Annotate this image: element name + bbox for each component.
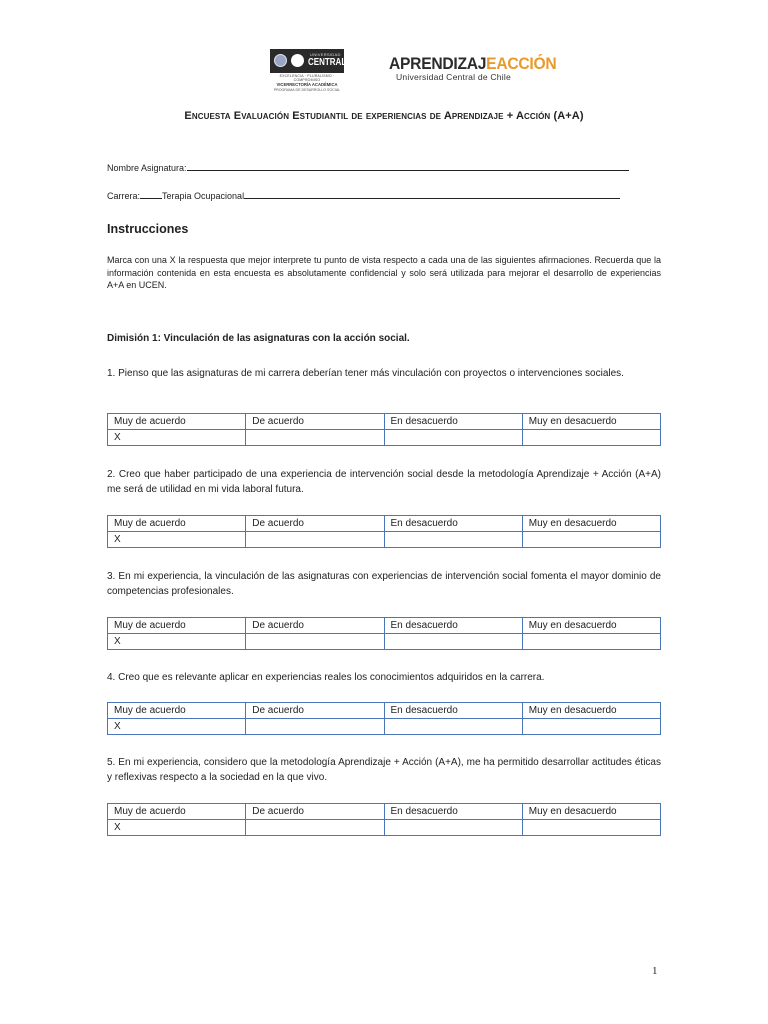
option-de-acuerdo: De acuerdo — [246, 618, 384, 634]
response-table-5 — [107, 803, 661, 836]
document-title-suffix: (A+A) — [550, 110, 584, 122]
option-muy-en-desacuerdo: Muy en desacuerdo — [522, 618, 660, 634]
carrera-field — [107, 190, 620, 201]
question-2: 2. Creo que haber participado de una experiencia de intervención social desde la metodología Aprendizaje + Acción (A+A) me será de utilidad en mi vida laboral futura. — [107, 469, 661, 495]
asignatura-blank[interactable] — [187, 162, 629, 171]
response-answer-row — [108, 430, 661, 446]
answer-cell-en-desacuerdo[interactable] — [384, 634, 522, 650]
page-number: 1 — [652, 965, 658, 977]
answer-cell-muy-en-desacuerdo[interactable] — [522, 532, 660, 548]
option-muy-de-acuerdo: Muy de acuerdo — [108, 703, 246, 719]
option-muy-de-acuerdo: Muy de acuerdo — [108, 516, 246, 532]
option-muy-de-acuerdo: Muy de acuerdo — [108, 804, 246, 820]
option-en-desacuerdo: En desacuerdo — [384, 618, 522, 634]
asignatura-label: Nombre Asignatura: — [107, 163, 187, 173]
answer-cell-de-acuerdo[interactable] — [246, 634, 384, 650]
ucen-seal-icon — [274, 54, 287, 67]
instructions-heading: Instrucciones — [107, 222, 189, 236]
option-muy-de-acuerdo: Muy de acuerdo — [108, 414, 246, 430]
option-muy-de-acuerdo: Muy de acuerdo — [108, 618, 246, 634]
response-answer-row — [108, 634, 661, 650]
response-header-row — [108, 414, 661, 430]
question-1: 1. Pienso que las asignaturas de mi carrera deberían tener más vinculación con proyectos o intervenciones sociales. — [107, 368, 624, 379]
response-header-row — [108, 703, 661, 719]
question-4: 4. Creo que es relevante aplicar en experiencias reales los conocimientos adquiridos en la carrera. — [107, 672, 545, 683]
response-header-row — [108, 516, 661, 532]
ucen-circle-icon — [291, 54, 304, 67]
option-de-acuerdo: De acuerdo — [246, 703, 384, 719]
aa-logo-subtitle: Universidad Central de Chile — [396, 72, 511, 82]
answer-cell-de-acuerdo[interactable] — [246, 820, 384, 836]
response-header-row — [108, 804, 661, 820]
dimension-title: Dimisión 1: Vinculación de las asignaturas con la acción social. — [107, 333, 410, 344]
option-de-acuerdo: De acuerdo — [246, 414, 384, 430]
instructions-text: Marca con una X la respuesta que mejor interprete tu punto de vista respecto a cada una de las siguientes afirmaciones. Recuerda que la información contenida en esta encuesta es absolutamente confidencial y solo será utilizada para mejorar el desarrollo de experiencias A+A en UCEN. — [107, 255, 661, 290]
answer-cell-de-acuerdo[interactable] — [246, 430, 384, 446]
option-muy-en-desacuerdo: Muy en desacuerdo — [522, 414, 660, 430]
answer-cell-muy-de-acuerdo[interactable]: X — [108, 532, 246, 548]
option-en-desacuerdo: En desacuerdo — [384, 414, 522, 430]
answer-cell-muy-de-acuerdo[interactable]: X — [108, 719, 246, 735]
question-5: 5. En mi experiencia, considero que la metodología Aprendizaje + Acción (A+A), me ha permitido desarrollar actitudes éticas y reflexivas respecto a la sociedad en la que vivo. — [107, 757, 661, 783]
response-header-row — [108, 618, 661, 634]
answer-cell-muy-de-acuerdo[interactable]: X — [108, 430, 246, 446]
answer-cell-muy-en-desacuerdo[interactable] — [522, 719, 660, 735]
answer-cell-muy-en-desacuerdo[interactable] — [522, 634, 660, 650]
answer-cell-en-desacuerdo[interactable] — [384, 430, 522, 446]
asignatura-field — [107, 162, 629, 173]
option-en-desacuerdo: En desacuerdo — [384, 516, 522, 532]
carrera-value[interactable]: Terapia Ocupacional — [162, 191, 245, 201]
option-de-acuerdo: De acuerdo — [246, 804, 384, 820]
document-title-main: Encuesta Evaluación Estudiantil de experiencias de Aprendizaje + Acción — [184, 110, 551, 122]
answer-cell-muy-de-acuerdo[interactable]: X — [108, 634, 246, 650]
option-de-acuerdo: De acuerdo — [246, 516, 384, 532]
option-muy-en-desacuerdo: Muy en desacuerdo — [522, 804, 660, 820]
answer-cell-en-desacuerdo[interactable] — [384, 719, 522, 735]
response-answer-row — [108, 719, 661, 735]
aa-logo-wordmark — [389, 54, 556, 74]
option-muy-en-desacuerdo: Muy en desacuerdo — [522, 516, 660, 532]
answer-cell-muy-en-desacuerdo[interactable] — [522, 820, 660, 836]
option-en-desacuerdo: En desacuerdo — [384, 703, 522, 719]
ucen-logo — [270, 49, 347, 97]
carrera-blank-lead — [140, 190, 162, 199]
carrera-blank — [244, 190, 620, 199]
ucen-logo-top-text: UNIVERSIDAD — [310, 52, 341, 57]
answer-cell-de-acuerdo[interactable] — [246, 719, 384, 735]
answer-cell-de-acuerdo[interactable] — [246, 532, 384, 548]
aa-logo-word-orange: EACCIÓN — [486, 54, 557, 73]
question-3: 3. En mi experiencia, la vinculación de las asignaturas con experiencias de intervención social fomenta el mayor dominio de competencias profesionales. — [107, 571, 661, 597]
response-answer-row — [108, 820, 661, 836]
aprendizaje-accion-logo — [389, 54, 557, 84]
document-title — [0, 110, 768, 122]
response-table-2 — [107, 515, 661, 548]
ucen-logo-bar — [270, 49, 347, 73]
ucen-logo-line1: VICERRECTORÍA ACADÉMICA — [276, 82, 338, 87]
carrera-label: Carrera: — [107, 191, 141, 201]
answer-cell-en-desacuerdo[interactable] — [384, 532, 522, 548]
ucen-logo-line2: PROGRAMA DE DESARROLLO SOCIAL — [273, 88, 341, 92]
option-muy-en-desacuerdo: Muy en desacuerdo — [522, 703, 660, 719]
ucen-logo-motto: EXCELENCIA · PLURALISMO · COMPROMISO — [279, 74, 335, 82]
answer-cell-muy-en-desacuerdo[interactable] — [522, 430, 660, 446]
response-answer-row — [108, 532, 661, 548]
answer-cell-muy-de-acuerdo[interactable]: X — [108, 820, 246, 836]
response-table-4 — [107, 702, 661, 735]
aa-logo-word-dark: APRENDIZAJ — [389, 54, 487, 73]
ucen-logo-name: CENTRAL — [308, 57, 347, 68]
response-table-1 — [107, 413, 661, 446]
answer-cell-en-desacuerdo[interactable] — [384, 820, 522, 836]
option-en-desacuerdo: En desacuerdo — [384, 804, 522, 820]
response-table-3 — [107, 617, 661, 650]
